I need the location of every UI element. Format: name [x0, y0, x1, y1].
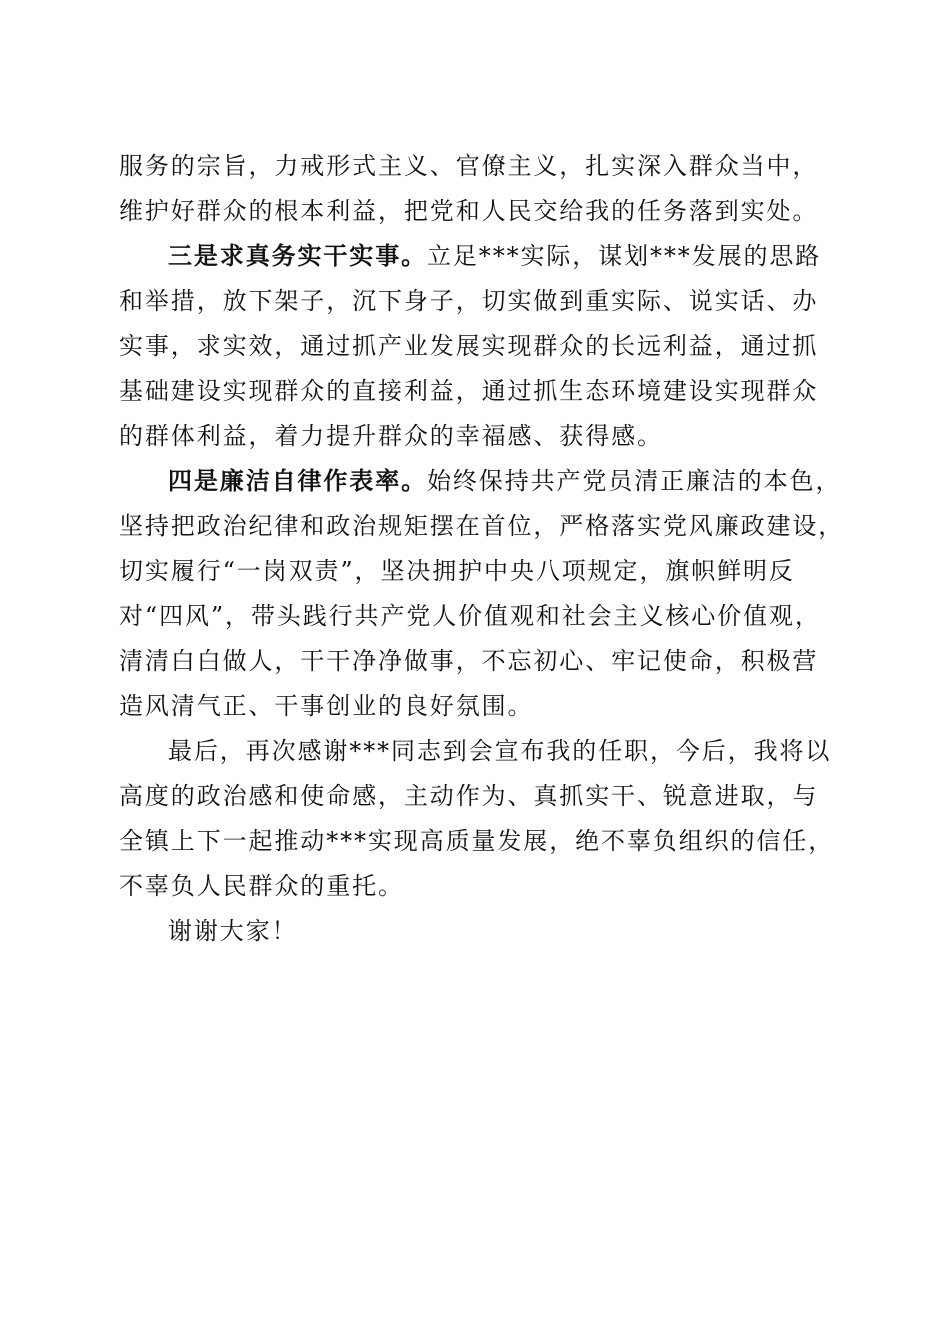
paragraph-fourth-point-line-3: 切实履行“一岗双责”，坚决拥护中央八项规定，旗帜鲜明反 [119, 557, 795, 585]
paragraph-third-point-text: 立足***实际，谋划***发展的思路 [427, 242, 822, 270]
paragraph-continuation-line-1: 服务的宗旨，力戒形式主义、官僚主义，扎实深入群众当中， [119, 152, 819, 180]
paragraph-fourth-point-line-4: 对“四风”，带头践行共产党人价值观和社会主义核心价值观， [119, 602, 821, 630]
paragraph-third-point-line-1 [168, 236, 821, 276]
paragraph-third-point-line-3: 实事，求实效，通过抓产业发展实现群众的长远利益，通过抓 [119, 332, 819, 360]
paragraph-fourth-point-line-2: 坚持把政治纪律和政治规矩摆在首位，严格落实党风廉政建设， [119, 512, 845, 540]
paragraph-thanks: 谢谢大家！ [168, 917, 298, 945]
paragraph-third-point-line-4: 基础建设实现群众的直接利益，通过抓生态环境建设实现群众 [119, 377, 819, 405]
paragraph-closing-line-2: 高度的政治感和使命感，主动作为、真抓实干、锐意进取，与 [119, 782, 819, 810]
paragraph-fourth-point-line-6: 造风清气正、干事创业的良好氛围。 [119, 692, 534, 720]
paragraph-third-point-line-2: 和举措，放下架子，沉下身子，切实做到重实际、说实话、办 [119, 287, 819, 315]
paragraph-third-point-line-5: 的群体利益，着力提升群众的幸福感、获得感。 [119, 422, 663, 450]
paragraph-fourth-point-heading: 四是廉洁自律作表率。 [168, 466, 427, 495]
paragraph-closing-line-4: 不辜负人民群众的重托。 [119, 872, 404, 900]
paragraph-third-point-heading: 三是求真务实干实事。 [168, 241, 427, 270]
paragraph-fourth-point-text: 始终保持共产党员清正廉洁的本色， [427, 467, 842, 495]
paragraph-fourth-point-line-1 [168, 461, 841, 501]
paragraph-closing-line-1: 最后，再次感谢***同志到会宣布我的任职，今后，我将以 [168, 737, 832, 765]
paragraph-fourth-point-line-5: 清清白白做人，干干净净做事，不忘初心、牢记使命，积极营 [119, 647, 819, 675]
paragraph-continuation-line-2: 维护好群众的根本利益，把党和人民交给我的任务落到实处。 [119, 197, 819, 225]
paragraph-closing-line-3: 全镇上下一起推动***实现高质量发展，绝不辜负组织的信任， [119, 827, 835, 855]
